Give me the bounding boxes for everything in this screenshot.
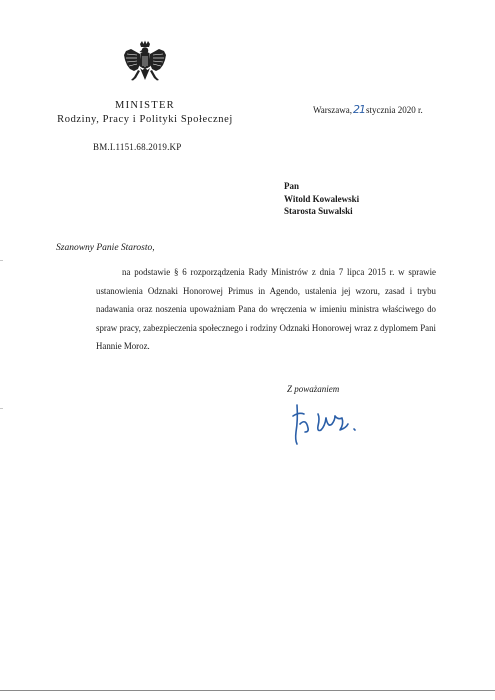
- recipient-address: [284, 180, 359, 218]
- closing: Z poważaniem: [287, 384, 340, 394]
- minister-title: MINISTER: [115, 100, 175, 111]
- margin-mark: [0, 408, 3, 409]
- date-day-handwritten: 21: [353, 103, 366, 116]
- ministry-name: Rodziny, Pracy i Polityki Społecznej: [57, 114, 233, 125]
- date-month-year: stycznia 2020 r.: [366, 105, 423, 115]
- letter-body: na podstawie § 6 rozporządzenia Rady Ministrów z dnia 7 lipca 2015 r. w sprawie ustanowienia Odznaki Honorowej Primus in Agendo, ustalenia jej wzoru, zasad i trybu nadawania oraz noszenia upoważniam Pana do wręczenia w imieniu ministra właściwego do spraw pracy, zabezpieczenia społecznego i rodziny Odznaki Honorowej wraz z dyplomem Pani Hannie Moroz.: [96, 267, 436, 351]
- bottom-rule: [0, 690, 495, 691]
- recipient-position: Starosta Suwalski: [284, 206, 353, 216]
- salutation: Szanowny Panie Starosto,: [56, 243, 155, 253]
- date-city: Warszawa,: [313, 105, 353, 115]
- polish-eagle-emblem-icon: [123, 40, 167, 92]
- handwritten-signature-icon: [288, 402, 368, 450]
- reference-number: BM.I.1151.68.2019.KP: [93, 142, 182, 152]
- recipient-name: Witold Kowalewski: [284, 193, 360, 204]
- date-line: [313, 103, 423, 116]
- margin-mark: [0, 260, 3, 261]
- recipient-title: Pan: [284, 181, 300, 191]
